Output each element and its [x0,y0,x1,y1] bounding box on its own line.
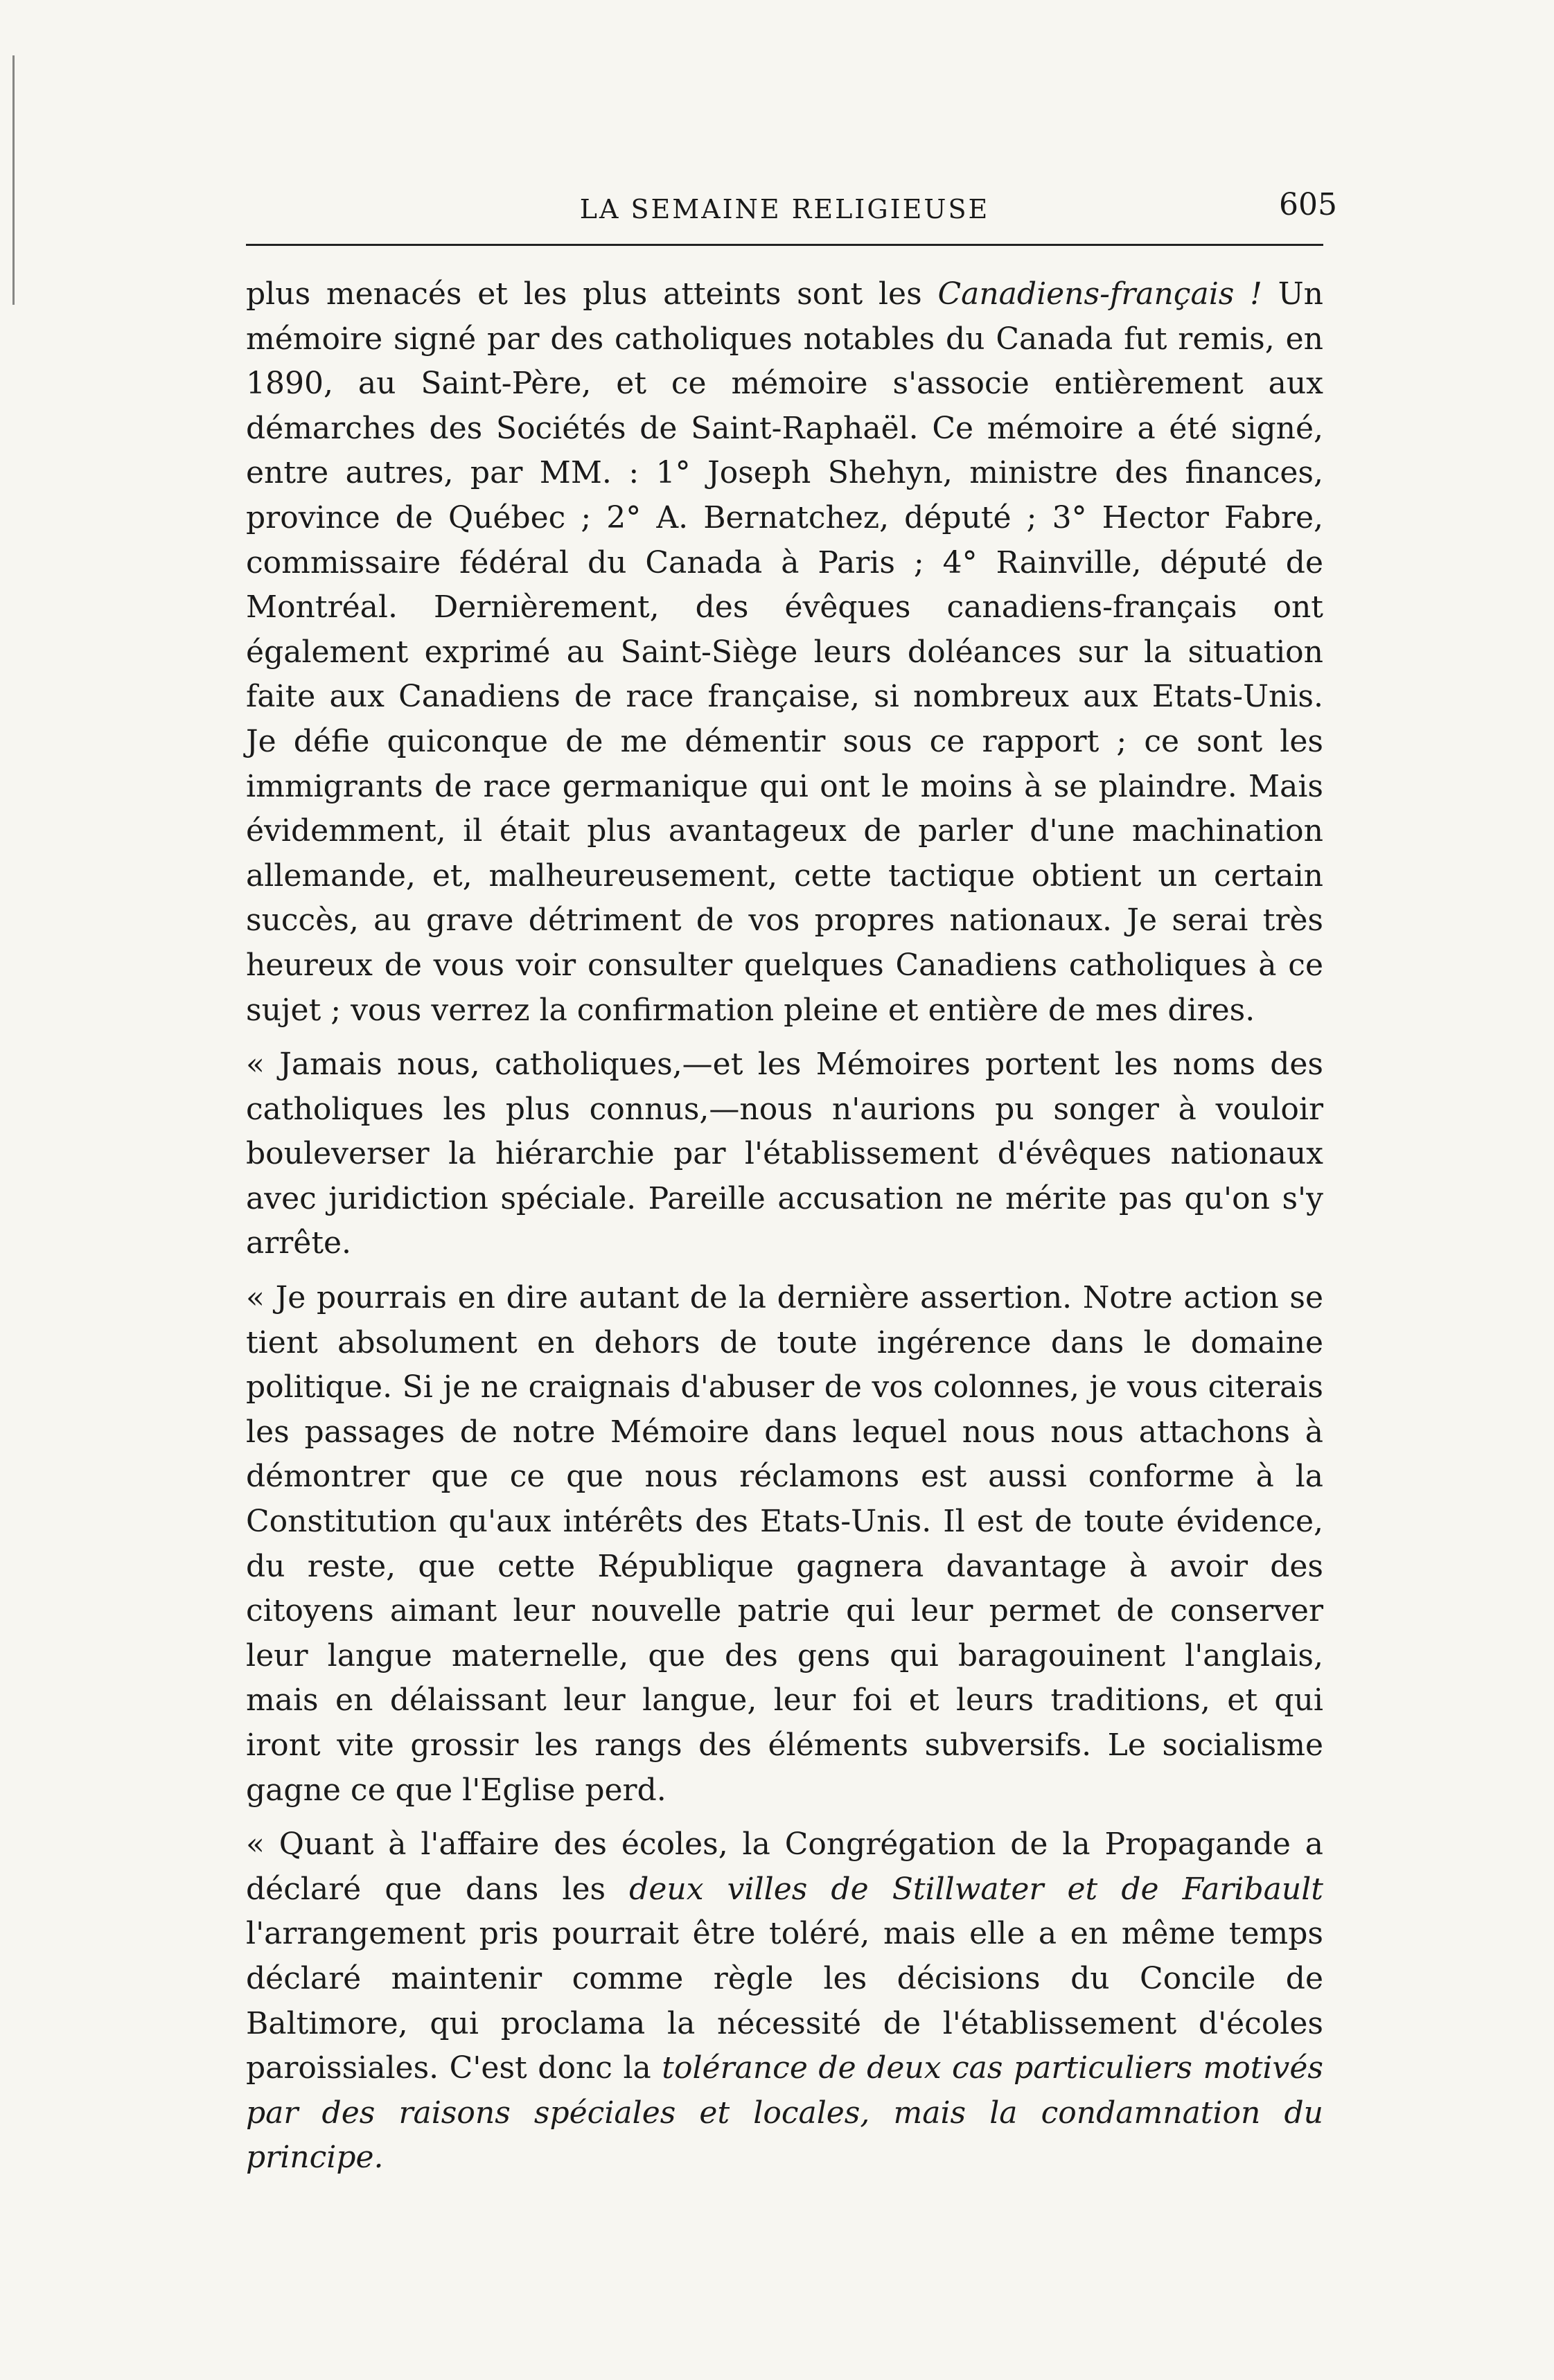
italic-segment: Canadiens-français ! [937,276,1262,312]
paragraph [246,1042,1323,1266]
text-segment: plus menacés et les plus atteints sont les [246,276,938,312]
italic-segment: deux villes de Stillwater et de Faribault [629,1871,1323,1907]
paragraph [246,1276,1323,1813]
text-segment: « Jamais nous, catholiques,—et les Mémoires portent les noms des catholiques les plus connus,—nous n'aurions pu songer à vouloir bouleverser la hiérarchie par l'établissement d'évêques nationaux avec juridiction spéciale. Pareille accusation ne mérite pas qu'on s'y arrête. [246,1047,1323,1261]
document-page [246,187,1337,2190]
paragraph [246,272,1323,1033]
italic-segment: tolérance de deux cas particuliers motivés par des raisons spéciales et locales, mais la condamnation du principe. [246,2050,1323,2176]
text-segment: l'arrangement pris pourrait être toléré, mais elle a en même temps déclaré maintenir comme règle les décisions du Concile de Baltimore, qui proclama la nécessité de l'établissement d'écoles paroissiales. C'est donc la [246,1916,1323,2086]
running-head: LA SEMAINE RELIGIEUSE [579,194,990,224]
scan-edge-mark [12,55,15,305]
body-text [246,272,1323,2181]
text-segment: « Je pourrais en dire autant de la dernière assertion. Notre action se tient absolument en dehors de toute ingérence dans le domaine politique. Si je ne craignais d'abuser de vos colonnes, je vous citerais les passages de notre Mémoire dans lequel nous nous attachons à démontrer que ce que nous réclamons est aussi conforme à la Constitution qu'aux intérêts des Etats-Unis. Il est de toute évidence, du reste, que cette République gagnera davantage à avoir des citoyens aimant leur nouvelle patrie qui leur permet de conserver leur langue maternelle, que des gens qui baragouinent l'anglais, mais en délaissant leur langue, leur foi et leurs traditions, et qui iront vite grossir les rangs des éléments subversifs. Le socialisme gagne ce que l'Eglise perd. [246,1280,1323,1808]
text-segment: « Quant à l'affaire des écoles, la Congrégation de la Propagande a déclaré que dans les [246,1827,1323,1907]
page-number: 605 [1279,187,1337,222]
header-rule [246,244,1323,246]
text-segment: Un mémoire signé par des catholiques notables du Canada fut remis, en 1890, au Saint-Père, et ce mémoire s'associe entièrement aux démarches des Sociétés de Saint-Raphaël. Ce mémoire a été signé, entre autres, par MM. : 1° Joseph Shehyn, ministre des finances, province de Québec ; 2° A. Bernatchez, député ; 3° Hector Fabre, commissaire fédéral du Canada à Paris ; 4° Rainville, député de Montréal. Dernièrement, des évêques canadiens-français ont également exprimé au Saint-Siège leurs doléances sur la situation faite aux Canadiens de race française, si nombreux aux Etats-Unis. Je défie quiconque de me démentir sous ce rapport ; ce sont les immigrants de race germanique qui ont le moins à se plaindre. Mais évidemment, il était plus avantageux de parler d'une machination allemande, et, malheureusement, cette tactique obtient un certain succès, au grave détriment de vos propres nationaux. Je serai très heureux de vous voir consulter quelques Canadiens catholiques à ce sujet ; vous verrez la confirmation pleine et entière de mes dires. [246,276,1324,1028]
paragraph [246,1822,1323,2181]
page-header [246,187,1337,229]
